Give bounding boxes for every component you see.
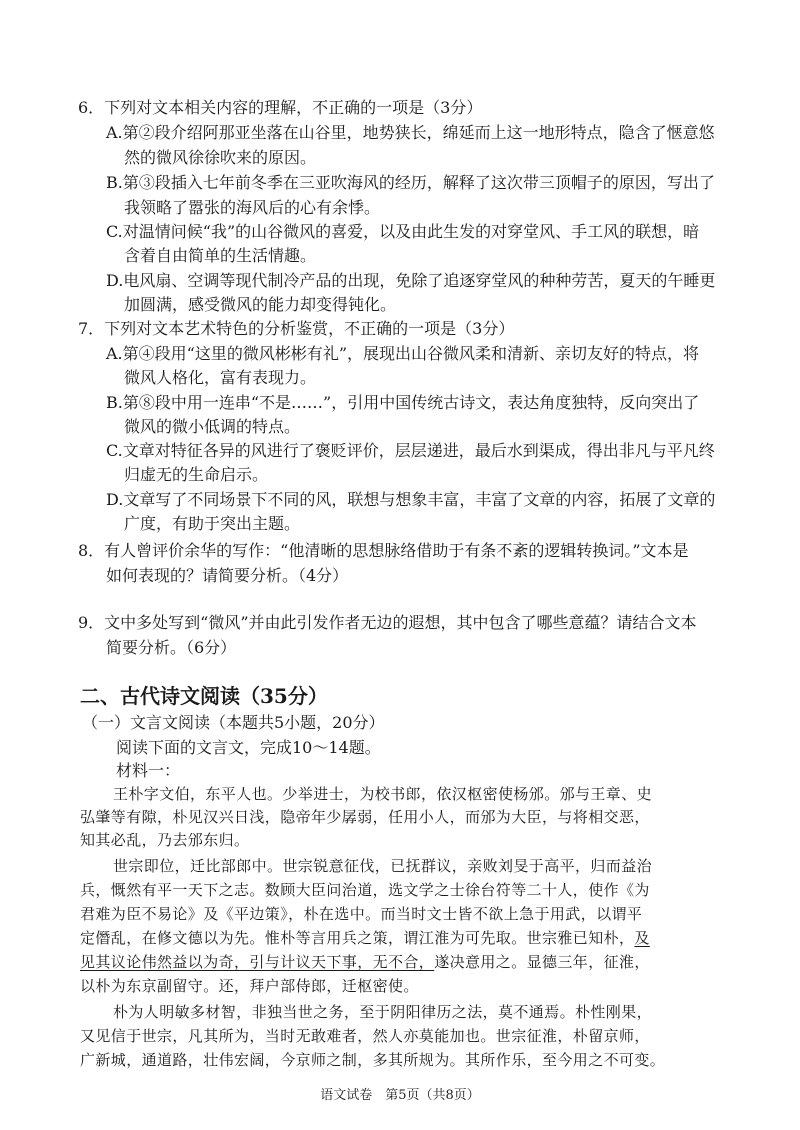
question-7-option-a-cont: 微风人格化，富有表现力。	[124, 368, 317, 387]
question-7-option-d-cont: 广度，有助于突出主题。	[124, 514, 301, 533]
question-6-option-c-cont: 含着自由简单的生活情趣。	[124, 246, 317, 265]
underlined-sentence: 见其议论伟然益以为奇，引与计议天下事，无不合，	[80, 953, 435, 971]
passage-p3-line: 又见信于世宗，凡其所为，当时无敢难者，然人亦莫能加也。世宗征淮，朴留京师，	[80, 1027, 650, 1045]
passage-p3-line: 广新城，通道路，壮伟宏阔，今京师之制，多其所规为。其所作乐，至今用之不可变。	[80, 1051, 666, 1069]
passage-p1-line: 知其必乱，乃去邠东归。	[80, 831, 250, 849]
question-7-option-c: C.文章对特征各异的风进行了褒贬评价，层层递进，最后水到渠成，得出非凡与平凡终	[106, 441, 715, 460]
passage-p1-line: 弘肇等有隙，朴见汉兴日浅，隐帝年少孱弱，任用小人，而邠为大臣，与将相交恶，	[80, 808, 650, 826]
passage-p3-line: 朴为人明敏多材智，非独当世之务，至于阴阳律历之法，莫不通焉。朴性刚果，	[113, 1003, 653, 1021]
question-6-option-d: D.电风扇、空调等现代制冷产品的出现，免除了追逐穿堂风的种种劳苦，夏天的午睡更	[106, 271, 716, 290]
passage-p2-line	[80, 952, 800, 972]
question-6-option-c: C.对温情问候“我”的山谷微风的喜爱，以及由此生发的对穿堂风、手工风的联想，暗	[106, 222, 700, 241]
question-8-stem: 8．有人曾评价余华的写作：“他清晰的思想脉络借助于有条不紊的逻辑转换词。”文本是	[78, 541, 689, 560]
question-7-option-a: A.第④段用“这里的微风彬彬有礼”，展现出山谷微风柔和清新、亲切友好的特点，将	[106, 344, 700, 363]
material-label: 材料一：	[116, 761, 181, 780]
passage-p2-line: 兵，慨然有平一天下之志。数顾大臣问治道，选文学之士徐台符等二十人，使作《为	[80, 881, 650, 899]
passage-text: 遂决意用之。显德三年，征淮，	[434, 953, 650, 971]
section-2-subtitle: （一）文言文阅读（本题共5小题，20分）	[82, 713, 385, 732]
question-9-stem: 9．文中多处写到“微风”并由此引发作者无边的遐想，其中包含了哪些意蕴？请结合文本	[78, 613, 697, 632]
question-7-stem: 7．下列对文本艺术特色的分析鉴赏，不正确的一项是（3分）	[78, 319, 515, 338]
question-7-option-d: D.文章写了不同场景下不同的风，联想与想象丰富，丰富了文章的内容，拓展了文章的	[106, 490, 716, 509]
question-7-option-c-cont: 归虚无的生命启示。	[124, 465, 269, 484]
question-6-option-b-cont: 我领略了嚣张的海风后的心有余悸。	[124, 198, 381, 217]
passage-p2-line: 以朴为东京副留守。还，拜户部侍郎，迁枢密使。	[80, 977, 419, 995]
question-7-option-b: B.第⑧段中用一连串“不是……”，引用中国传统古诗文，表达角度独特，反向突出了	[106, 393, 700, 412]
page-footer: 语文试卷 第5页（共8页）	[320, 1088, 480, 1103]
question-6-option-b: B.第③段插入七年前冬季在三亚吹海风的经历，解释了这次带三顶帽子的原因，写出了	[106, 173, 715, 192]
question-6-option-a-cont: 然的微风徐徐吹来的原因。	[124, 148, 317, 167]
passage-p2-line: 世宗即位，迁比部郎中。世宗锐意征伐，已抚群议，亲败刘旻于高平，归而益治	[113, 857, 653, 875]
passage-p1-line: 王朴字文伯，东平人也。少举进士，为校书郎，依汉枢密使杨邠。邠与王章、史	[113, 785, 653, 803]
question-6-option-a: A.第②段介绍阿那亚坐落在山谷里，地势狭长，绵延而上这一地形特点，隐含了惬意悠	[106, 123, 715, 142]
reading-instruction: 阅读下面的文言文，完成10～14题。	[116, 738, 381, 757]
question-6-stem: 6．下列对文本相关内容的理解，不正确的一项是（3分）	[78, 98, 483, 117]
passage-p2-line	[80, 928, 800, 948]
question-7-option-b-cont: 微风的微小低调的特点。	[124, 417, 301, 436]
question-6-option-d-cont: 加圆满，感受微风的能力却变得钝化。	[124, 295, 397, 314]
underlined-sentence-start: 及	[634, 929, 650, 947]
question-8-stem-cont: 如何表现的？请简要分析。（4分）	[106, 566, 349, 585]
section-2-title: 二、古代诗文阅读（35分）	[80, 684, 328, 708]
passage-p2-line: 君难为臣不易论》及《平边策》，朴在选中。而当时文士皆不欲上急于用武，以谓平	[80, 905, 643, 923]
question-9-stem-cont: 简要分析。（6分）	[106, 638, 237, 657]
passage-text: 定僭乱，在修文德以为先。惟朴等言用兵之策，谓江淮为可先取。世宗雅已知朴，	[80, 929, 635, 947]
